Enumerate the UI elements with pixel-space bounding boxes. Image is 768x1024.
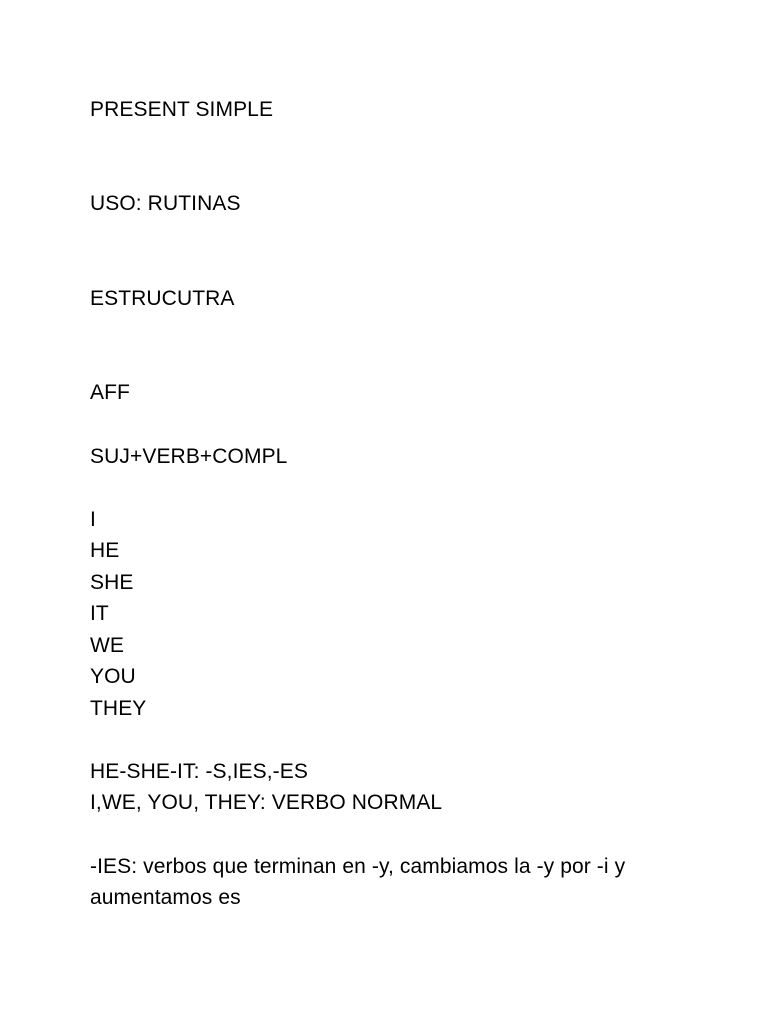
pronoun-i: I: [90, 508, 96, 531]
pronoun-they: THEY: [90, 697, 147, 720]
pronoun-we: WE: [90, 634, 125, 657]
rule-third-person: HE-SHE-IT: -S,IES,-ES: [90, 760, 308, 783]
rule-other-persons: I,WE, YOU, THEY: VERBO NORMAL: [90, 791, 443, 814]
usage-line: USO: RUTINAS: [90, 192, 241, 215]
pronoun-she: SHE: [90, 571, 134, 594]
structure-formula: SUJ+VERB+COMPL: [90, 445, 288, 468]
ies-note-line-1: -IES: verbos que terminan en -y, cambiamos la -y por -i y: [90, 855, 626, 878]
pronoun-he: HE: [90, 539, 120, 562]
pronoun-you: YOU: [90, 665, 136, 688]
affirmative-heading: AFF: [90, 381, 130, 404]
ies-note-line-2: aumentamos es: [90, 886, 241, 909]
document-title: PRESENT SIMPLE: [90, 98, 274, 121]
pronoun-it: IT: [90, 602, 109, 625]
structure-heading: ESTRUCUTRA: [90, 287, 235, 310]
